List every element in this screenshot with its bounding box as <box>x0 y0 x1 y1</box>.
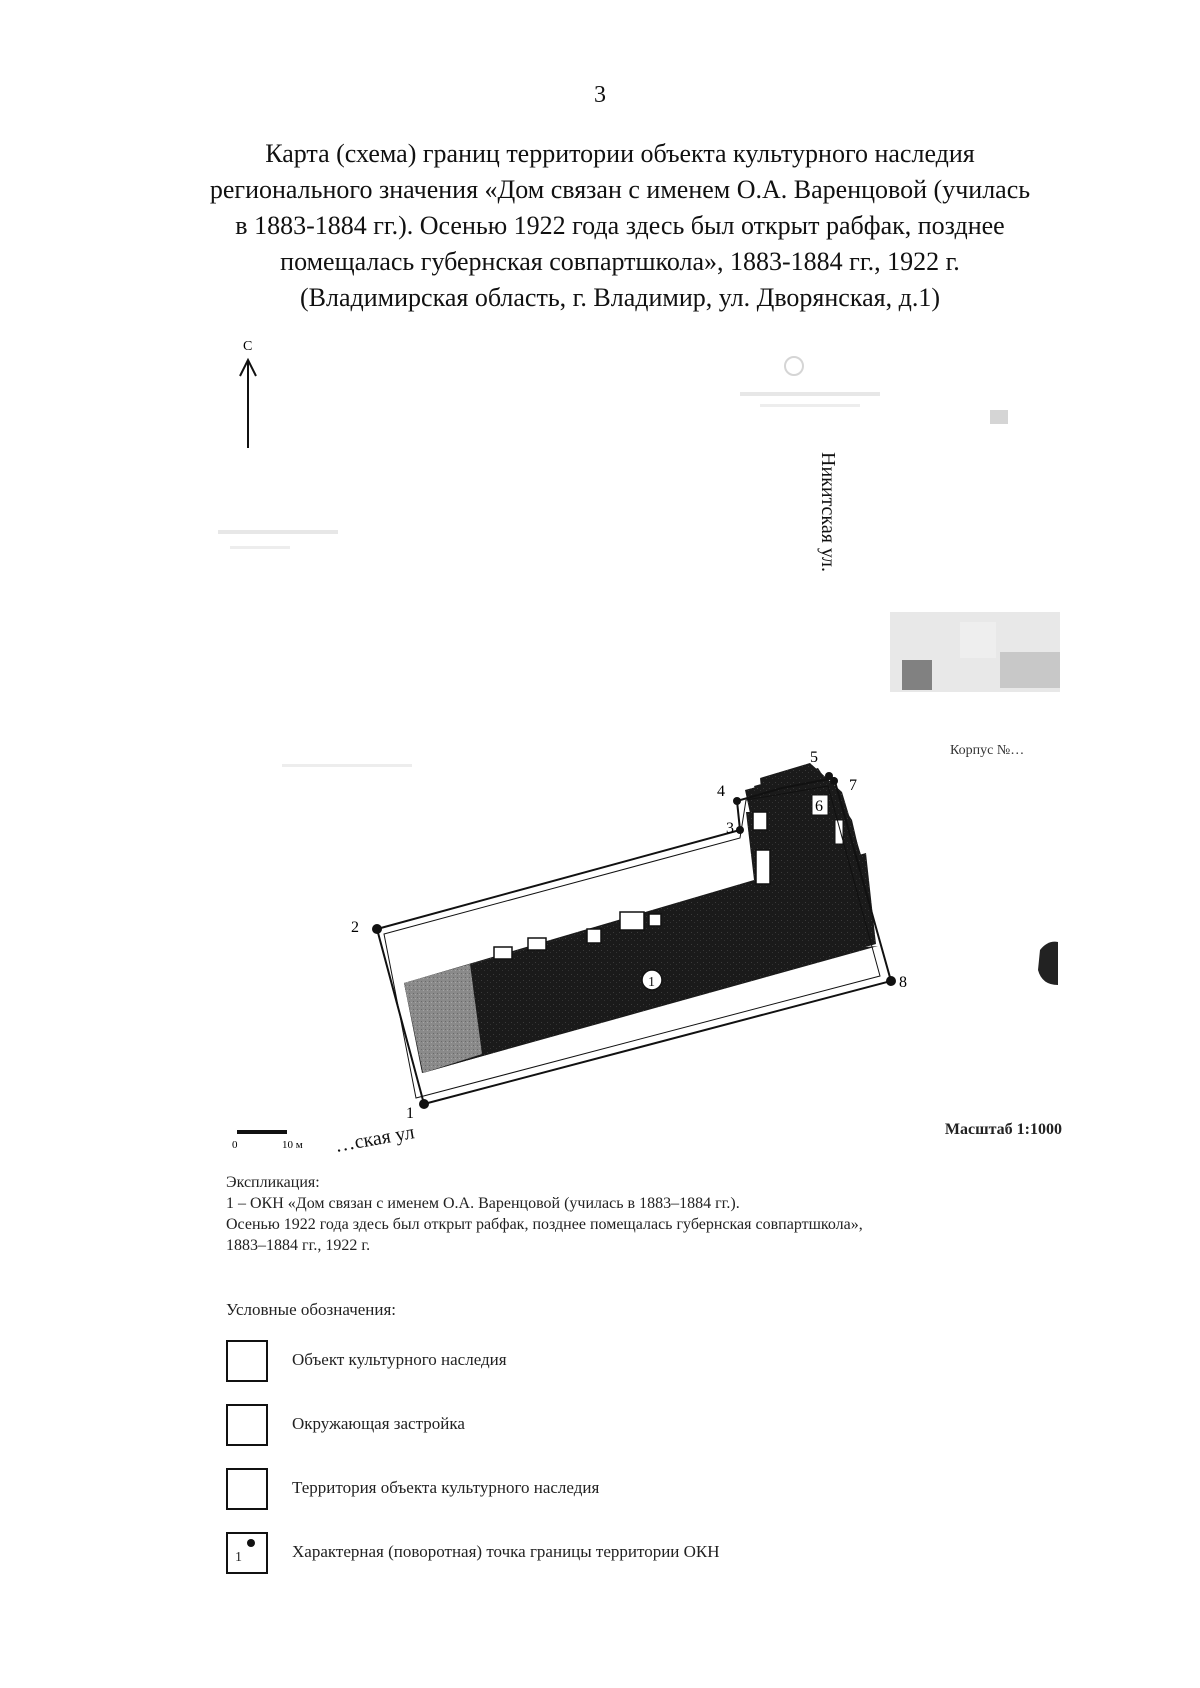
legend-label: Окружающая застройка <box>292 1414 465 1433</box>
scale-label: Масштаб 1:1000 <box>944 1121 1062 1138</box>
korpus-label: Корпус №… <box>950 743 1025 758</box>
point-dot-icon <box>247 1539 255 1547</box>
title-line: помещалась губернская совпартшкола», 1883-1884 гг., 1922 г. <box>280 247 960 276</box>
point-label: 4 <box>717 783 725 800</box>
legend <box>226 1300 1106 1565</box>
street-label-dvoryanskaya: …ская ул <box>333 1121 417 1157</box>
background-features <box>218 357 1008 767</box>
street-label-nikitskaya: Никитская ул. <box>817 452 839 573</box>
object-marker <box>642 970 662 990</box>
point-label: 6 <box>815 798 823 815</box>
legend-swatch <box>226 1404 268 1446</box>
explication-line: 1 – ОКН «Дом связан с именем О.А. Варенцовой (училась в 1883–1884 гг.). <box>226 1195 740 1212</box>
title-line: (Владимирская область, г. Владимир, ул. Дворянская, д.1) <box>300 283 940 312</box>
legend-swatch <box>226 1532 268 1574</box>
legend-label: Характерная (поворотная) точка границы территории ОКН <box>292 1542 720 1561</box>
north-arrow <box>240 339 256 448</box>
point-label: 8 <box>899 974 907 991</box>
object-marker-label: 1 <box>648 975 655 990</box>
title-line: в 1883-1884 гг.). Осенью 1922 года здесь был открыт рабфак, позднее <box>235 211 1005 240</box>
page-number: 3 <box>594 82 606 108</box>
point-label: 5 <box>810 749 818 766</box>
title-line: регионального значения «Дом связан с именем О.А. Варенцовой (училась <box>209 175 1031 204</box>
point-label: 2 <box>351 919 359 936</box>
scale-bar <box>232 1130 303 1151</box>
explication-line: Осенью 1922 года здесь был открыт рабфак, позднее помещалась губернская совпартшкола», <box>226 1216 863 1233</box>
legend-label: Территория объекта культурного наследия <box>292 1478 600 1497</box>
background-fragment <box>1038 942 1058 985</box>
north-label: С <box>243 339 253 354</box>
explication <box>226 1172 1126 1256</box>
point-label: 7 <box>849 777 857 794</box>
legend-heading: Условные обозначения: <box>226 1300 397 1319</box>
legend-label: Объект культурного наследия <box>292 1350 507 1369</box>
point-label: 1 <box>406 1105 414 1122</box>
explication-line: 1883–1884 гг., 1922 г. <box>226 1237 371 1254</box>
legend-swatch <box>226 1340 268 1382</box>
title-line: Карта (схема) границ территории объекта культурного наследия <box>265 139 975 168</box>
explication-heading: Экспликация: <box>226 1174 320 1191</box>
point-label: 3 <box>726 820 734 837</box>
background-building <box>890 612 1060 692</box>
scale-bar-end: 10 м <box>282 1139 303 1151</box>
scale-bar-zero: 0 <box>232 1139 238 1151</box>
legend-swatch <box>226 1468 268 1510</box>
legend-point-number: 1 <box>235 1550 242 1565</box>
heritage-building <box>404 763 878 1073</box>
